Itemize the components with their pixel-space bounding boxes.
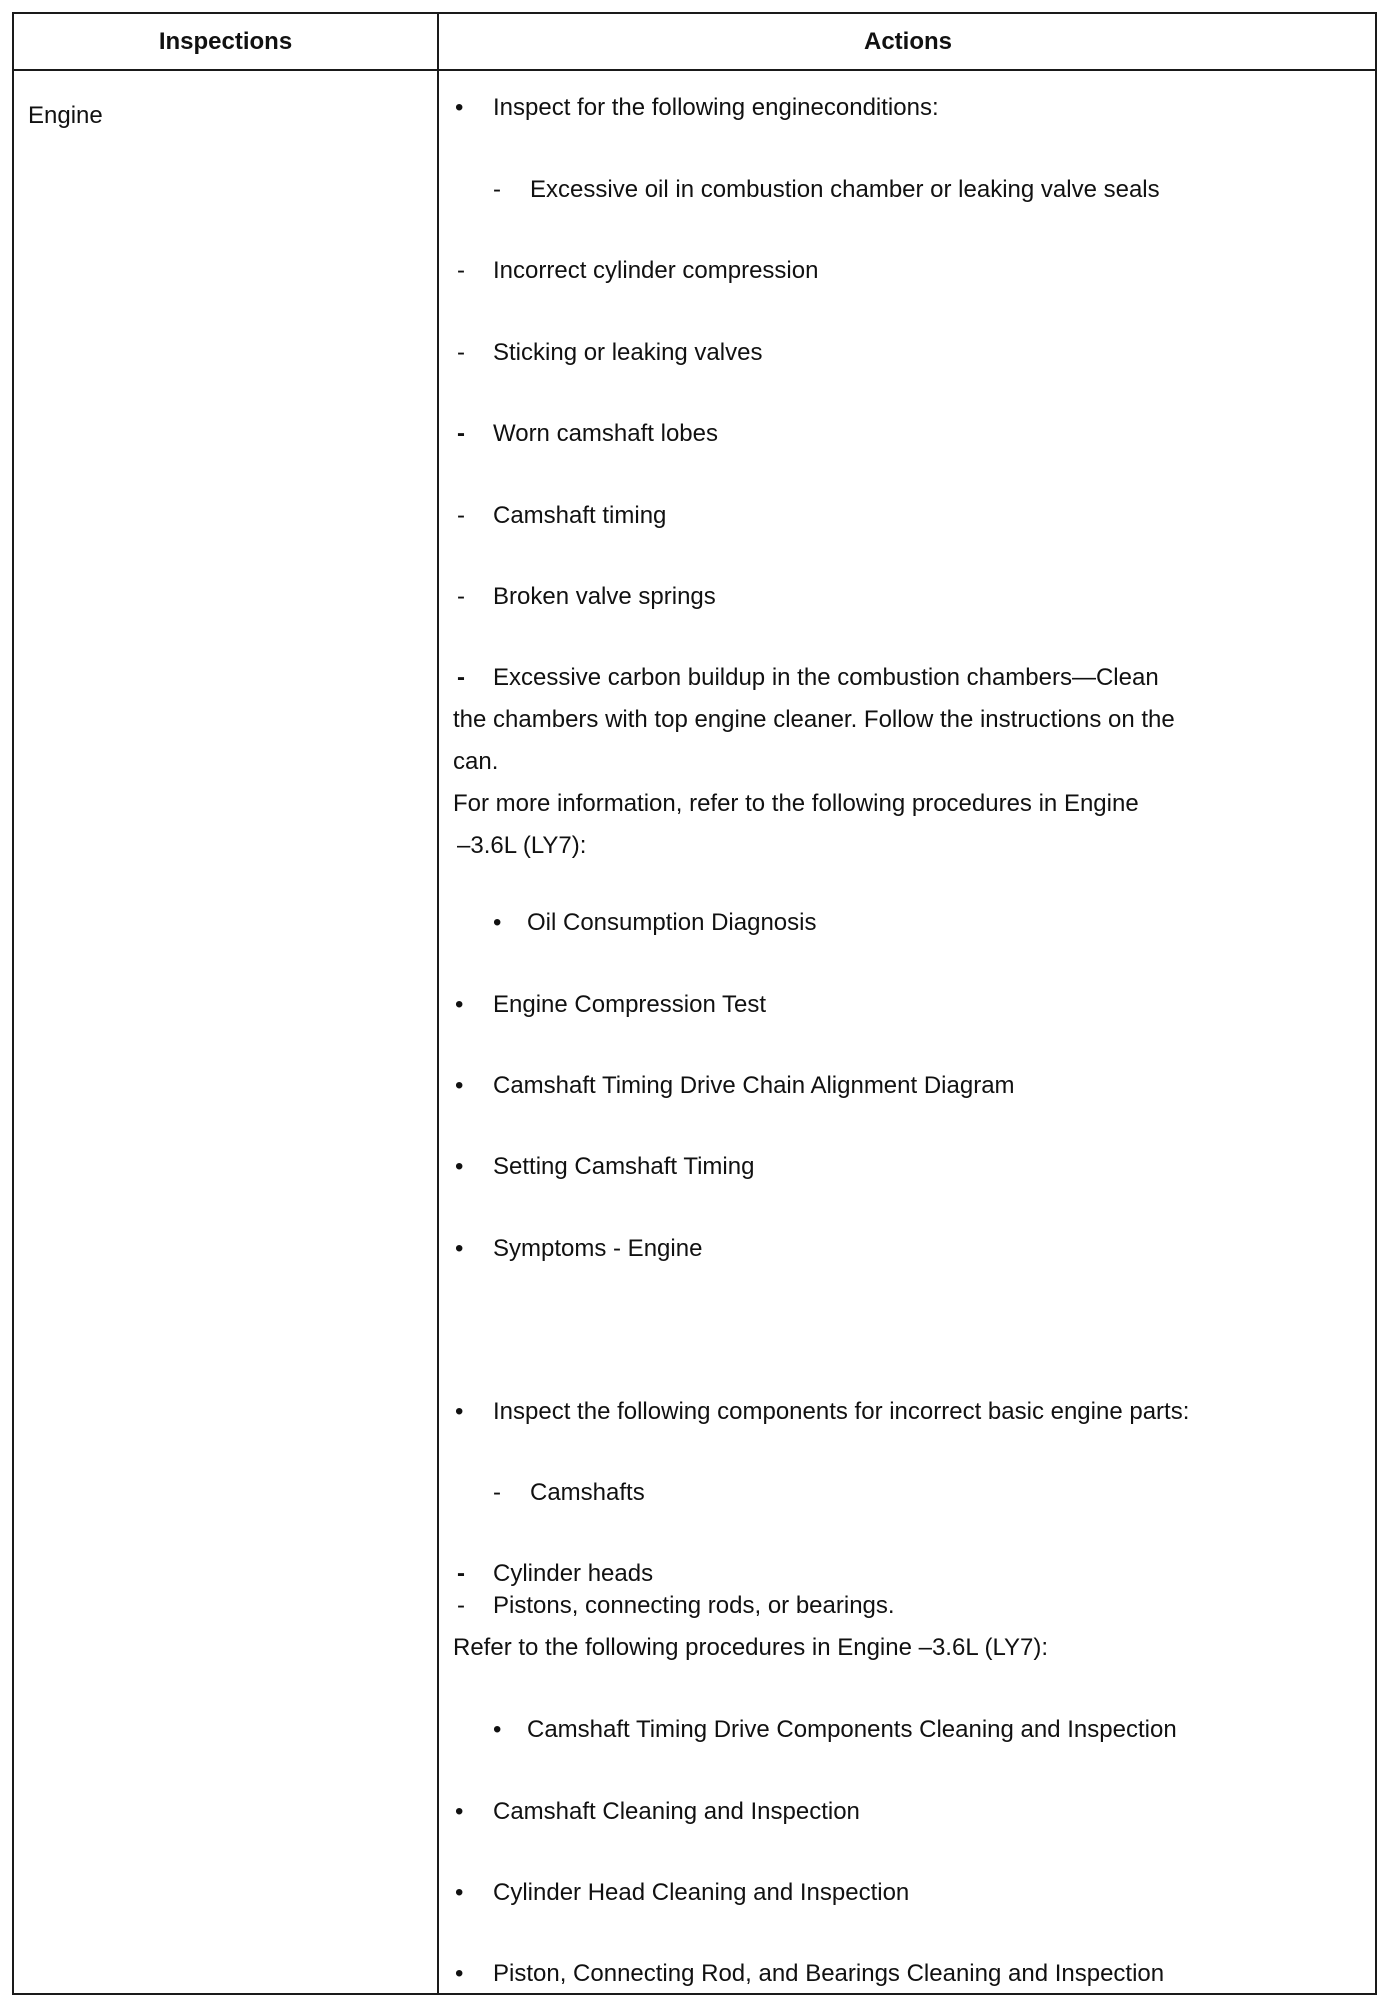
condition-7-line-1: Excessive carbon buildup in the combustion chambers—Clean — [493, 664, 1159, 691]
component-pistons: Pistons, connecting rods, or bearings. — [493, 1592, 895, 1619]
dash-marker: - — [457, 257, 465, 284]
refer-procedures: Refer to the following procedures in Engine –3.6L (LY7): — [453, 1634, 1049, 1661]
procedure-chain-alignment: Camshaft Timing Drive Chain Alignment Diagram — [493, 1072, 1015, 1099]
bullet-marker: • — [493, 909, 502, 936]
procedure-compression-test: Engine Compression Test — [493, 991, 767, 1018]
dash-marker: - — [457, 583, 465, 610]
condition-4: Worn camshaft lobes — [493, 420, 718, 447]
procedure-setting-timing: Setting Camshaft Timing — [493, 1153, 755, 1180]
bullet-marker: • — [493, 1716, 502, 1743]
bullet-marker: • — [455, 991, 464, 1018]
dash-marker: - — [457, 420, 465, 447]
condition-2: Incorrect cylinder compression — [493, 257, 819, 284]
bullet-marker: • — [455, 1798, 464, 1825]
bullet-marker: • — [455, 1072, 464, 1099]
dash-marker: - — [457, 664, 465, 691]
bullet-marker: • — [455, 94, 464, 121]
condition-6: Broken valve springs — [493, 583, 716, 610]
procedure-cylinder-head-cleaning: Cylinder Head Cleaning and Inspection — [493, 1879, 910, 1906]
dash-marker: - — [457, 1592, 465, 1619]
condition-1: Excessive oil in combustion chamber or leaking valve seals — [530, 176, 1160, 203]
bullet-marker: • — [455, 1879, 464, 1906]
procedure-camshaft-cleaning: Camshaft Cleaning and Inspection — [493, 1798, 860, 1825]
condition-3: Sticking or leaking valves — [493, 339, 763, 366]
component-cylinder-heads: Cylinder heads — [493, 1560, 654, 1587]
inspection-engine: Engine — [28, 102, 103, 129]
procedure-symptoms: Symptoms - Engine — [493, 1235, 703, 1262]
bullet-marker: • — [455, 1235, 464, 1262]
more-info-line-1: For more information, refer to the following procedures in Engine — [453, 790, 1139, 817]
bullet-marker: • — [455, 1153, 464, 1180]
bullet-marker: • — [455, 1960, 464, 1987]
component-camshafts: Camshafts — [530, 1479, 645, 1506]
column-divider — [437, 14, 439, 1993]
condition-7-line-3: can. — [453, 748, 499, 775]
condition-5: Camshaft timing — [493, 502, 667, 529]
bullet-marker: • — [455, 1398, 464, 1425]
procedure-drive-components: Camshaft Timing Drive Components Cleaning and Inspection — [527, 1716, 1177, 1743]
dash-marker: - — [493, 1479, 501, 1506]
procedure-piston-cleaning: Piston, Connecting Rod, and Bearings Cleaning and Inspection — [493, 1960, 1165, 1987]
dash-marker: - — [457, 1560, 465, 1587]
dash-marker: - — [457, 502, 465, 529]
header-inspections: Inspections — [158, 28, 293, 55]
dash-marker: - — [493, 176, 501, 203]
action-intro-1: Inspect for the following engineconditions: — [493, 94, 939, 121]
more-info-line-2: –3.6L (LY7): — [457, 832, 587, 859]
condition-7-line-2: the chambers with top engine cleaner. Follow the instructions on the — [453, 706, 1175, 733]
action-intro-2: Inspect the following components for incorrect basic engine parts: — [493, 1398, 1190, 1425]
header-divider — [14, 69, 1375, 71]
inspection-table — [12, 12, 1377, 1995]
header-actions: Actions — [863, 28, 952, 55]
procedure-oil-consumption: Oil Consumption Diagnosis — [527, 909, 817, 936]
dash-marker: - — [457, 339, 465, 366]
